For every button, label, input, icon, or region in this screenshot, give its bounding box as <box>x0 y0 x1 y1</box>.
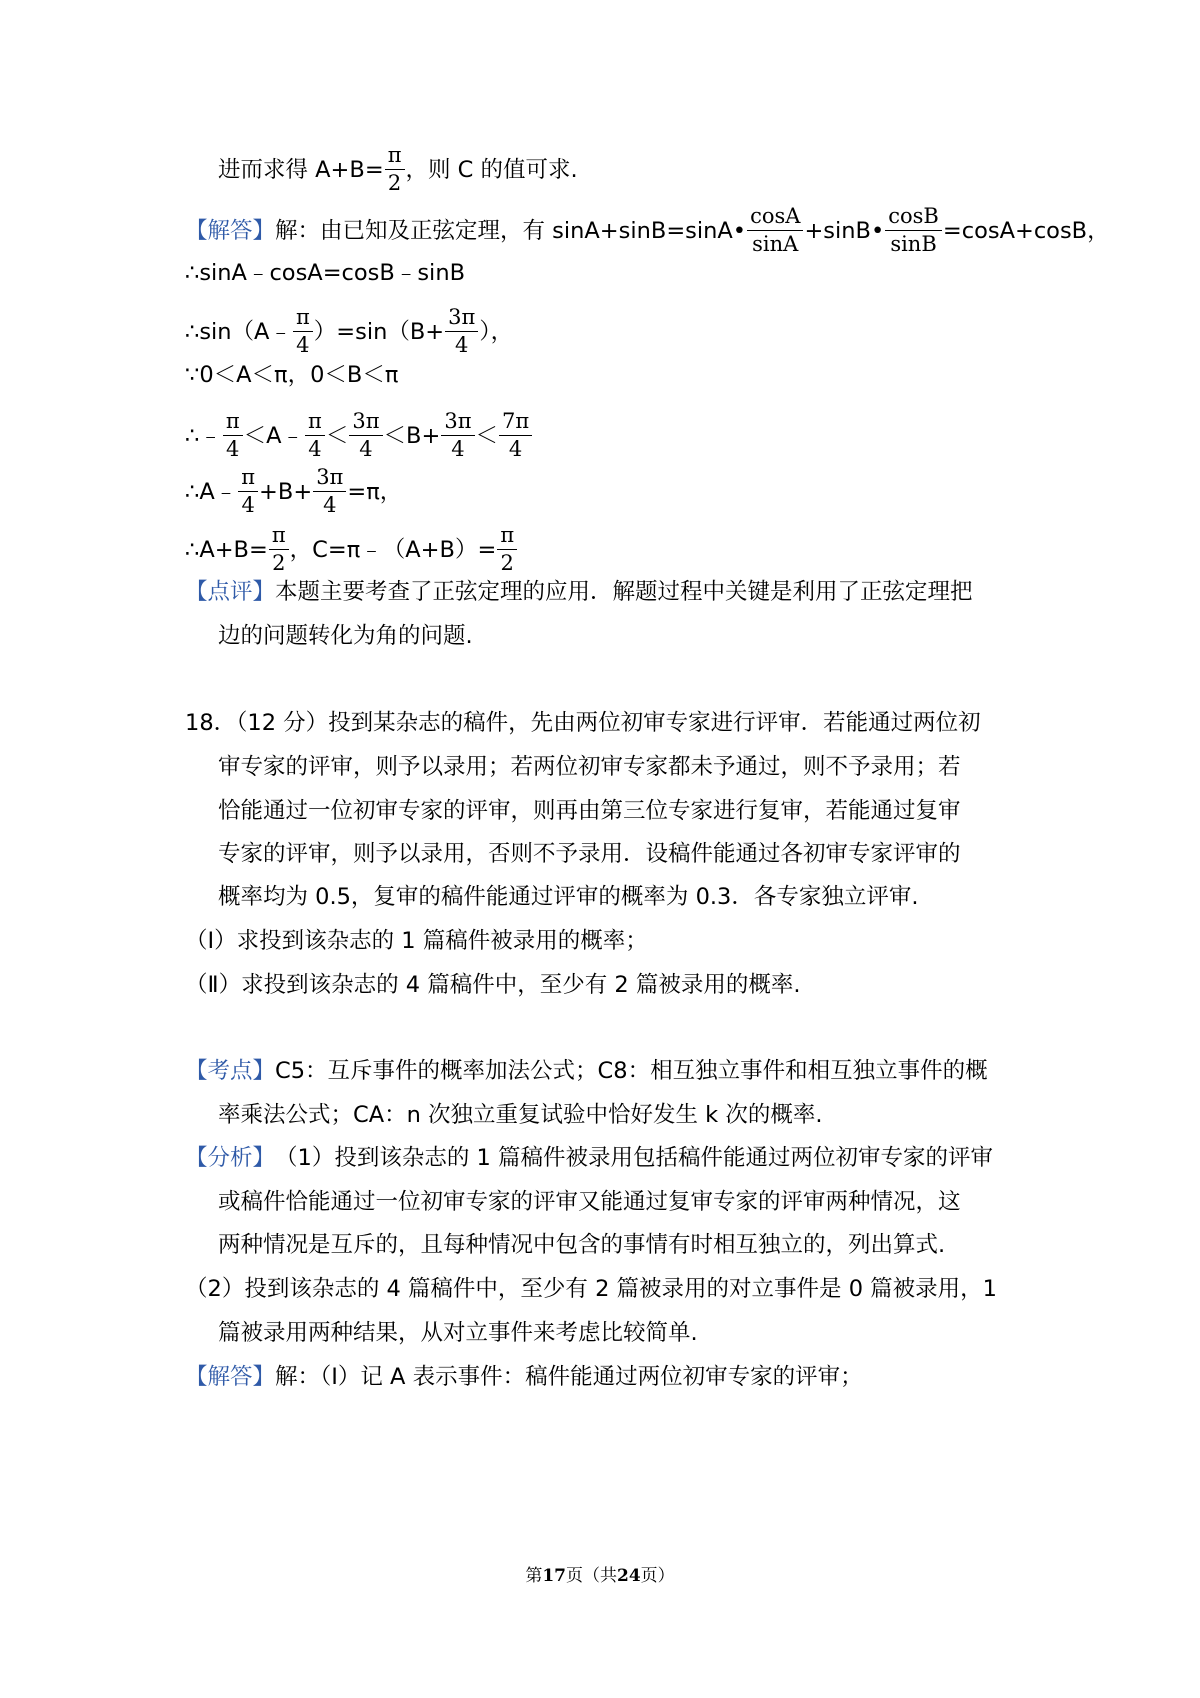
page-number: 17 <box>542 1566 566 1586</box>
text: C5：互斥事件的概率加法公式；C8：相互独立事件和相互独立事件的概 <box>275 1058 988 1084</box>
text: =cosA+cosB， <box>942 217 1110 244</box>
solution-line-6 <box>185 465 1025 518</box>
solution-tag: 【解答】 <box>185 217 276 244</box>
fraction-pi-over-2: $\frac{\pi}{2}$ <box>497 523 517 576</box>
text: ∵0＜A＜π，0＜B＜π <box>185 362 399 388</box>
fraction-pi-over-2: $\frac{\pi}{2}$ <box>269 523 289 576</box>
knowledge-point-tag: 【考点】 <box>185 1058 276 1084</box>
text: ，则 C 的值可求. <box>405 156 578 183</box>
text: （Ⅰ）求投到该杂志的 1 篇稿件被录用的概率； <box>185 928 648 954</box>
fraction-3pi-over-4: $\frac{3\pi}{4}$ <box>441 409 474 462</box>
analysis-line-5 <box>218 1318 1025 1348</box>
fraction-cosB-sinB: $\frac{\cos B}{\sin B}$ <box>885 204 942 257</box>
question-18-line-5 <box>218 882 1025 912</box>
text: 进而求得 A+B= <box>218 156 384 183</box>
analysis-line-1 <box>185 1143 1025 1173</box>
text: ∴A﹣ <box>185 478 238 505</box>
analysis-line-4 <box>185 1274 1025 1304</box>
text: ）， <box>479 318 514 345</box>
text: 两种情况是互斥的，且每种情况中包含的事情有时相互独立的，列出算式. <box>218 1232 946 1258</box>
text: ＜ <box>325 422 349 449</box>
solution-line-1 <box>185 204 1110 257</box>
text: 篇被录用两种结果，从对立事件来考虑比较简单. <box>218 1320 698 1346</box>
fraction-pi-over-4: $\frac{\pi}{4}$ <box>238 465 258 518</box>
text: ＜B+ <box>383 422 441 449</box>
text: 率乘法公式；CA：n 次独立重复试验中恰好发生 k 次的概率. <box>218 1102 823 1128</box>
text: ∴sinA﹣cosA=cosB﹣sinB <box>185 260 466 286</box>
fraction-pi-over-4: $\frac{\pi}{4}$ <box>305 409 325 462</box>
fraction-pi-over-4: $\frac{\pi}{4}$ <box>223 409 243 462</box>
text: ）=sin（B+ <box>313 318 445 345</box>
solution-line-3 <box>185 305 1025 358</box>
text: ∴﹣ <box>185 422 222 449</box>
fraction-3pi-over-4: $\frac{3\pi}{4}$ <box>445 305 478 358</box>
question-18-line-2 <box>218 752 1025 782</box>
solution-line-5 <box>185 409 1025 462</box>
fraction-3pi-over-4: $\frac{3\pi}{4}$ <box>313 465 346 518</box>
question-18-part-1 <box>185 926 1025 956</box>
text: 解：（Ⅰ）记 A 表示事件：稿件能通过两位初审专家的评审； <box>275 1364 863 1390</box>
comment-line-2 <box>218 621 1025 651</box>
question-18-part-2 <box>185 970 1025 1000</box>
fraction-3pi-over-4: $\frac{3\pi}{4}$ <box>349 409 382 462</box>
comment-line-1 <box>185 577 1025 607</box>
text: （1）投到该杂志的 1 篇稿件被录用包括稿件能通过两位初审专家的评审 <box>275 1145 993 1171</box>
text: 边的问题转化为角的问题. <box>218 623 473 649</box>
text: （2）投到该杂志的 4 篇稿件中，至少有 2 篇被录用的对立事件是 0 篇被录用，1 <box>185 1276 997 1302</box>
question-18-line-4 <box>218 839 1025 869</box>
solution-18-line-1 <box>185 1362 1025 1392</box>
text: ∴sin（A﹣ <box>185 318 292 345</box>
text: （Ⅱ）求投到该杂志的 4 篇稿件中，至少有 2 篇被录用的概率. <box>185 972 801 998</box>
analysis-conclusion-line <box>218 143 1025 196</box>
knowledge-point-line-1 <box>185 1056 1025 1086</box>
text: 解：由已知及正弦定理，有 sinA+sinB=sinA• <box>275 217 747 244</box>
fraction-pi-over-2: $\frac{\pi}{2}$ <box>385 143 405 196</box>
text: +sinB• <box>804 217 885 244</box>
text: 专家的评审，则予以录用，否则不予录用．设稿件能通过各初审专家评审的 <box>218 841 961 867</box>
analysis-tag: 【分析】 <box>185 1145 276 1171</box>
question-18-line-3 <box>218 796 1025 826</box>
solution-tag: 【解答】 <box>185 1364 276 1390</box>
text: +B+ <box>259 478 313 505</box>
text: 恰能通过一位初审专家的评审，则再由第三位专家进行复审，若能通过复审 <box>218 798 961 824</box>
question-18-line-1 <box>185 708 1025 738</box>
fraction-7pi-over-4: $\frac{7\pi}{4}$ <box>499 409 532 462</box>
text: 概率均为 0.5，复审的稿件能通过评审的概率为 0.3．各专家独立评审. <box>218 884 919 910</box>
text: 18．（12 分）投到某杂志的稿件，先由两位初审专家进行评审．若能通过两位初 <box>185 710 981 736</box>
knowledge-point-line-2 <box>218 1100 1025 1130</box>
text: ∴A+B= <box>185 536 268 563</box>
solution-line-2 <box>185 258 1025 288</box>
text: 或稿件恰能通过一位初审专家的评审又能通过复审专家的评审两种情况，这 <box>218 1189 961 1215</box>
comment-tag: 【点评】 <box>185 579 276 605</box>
text: ，C=π﹣（A+B）= <box>289 536 497 563</box>
text: 本题主要考查了正弦定理的应用．解题过程中关键是利用了正弦定理把 <box>275 579 973 605</box>
solution-line-4 <box>185 360 1025 390</box>
analysis-line-3 <box>218 1230 1025 1260</box>
page-total: 24 <box>617 1566 641 1586</box>
page-footer: 第17页（共24页） <box>525 1566 675 1586</box>
text: =π， <box>347 478 403 505</box>
analysis-line-2 <box>218 1187 1025 1217</box>
text: ＜ <box>475 422 499 449</box>
text: 审专家的评审，则予以录用；若两位初审专家都未予通过，则不予录用；若 <box>218 754 961 780</box>
fraction-pi-over-4: $\frac{\pi}{4}$ <box>293 305 313 358</box>
solution-line-7 <box>185 523 1025 576</box>
fraction-cosA-sinA: $\frac{\cos A}{\sin A}$ <box>747 204 803 257</box>
text: ＜A﹣ <box>243 422 305 449</box>
